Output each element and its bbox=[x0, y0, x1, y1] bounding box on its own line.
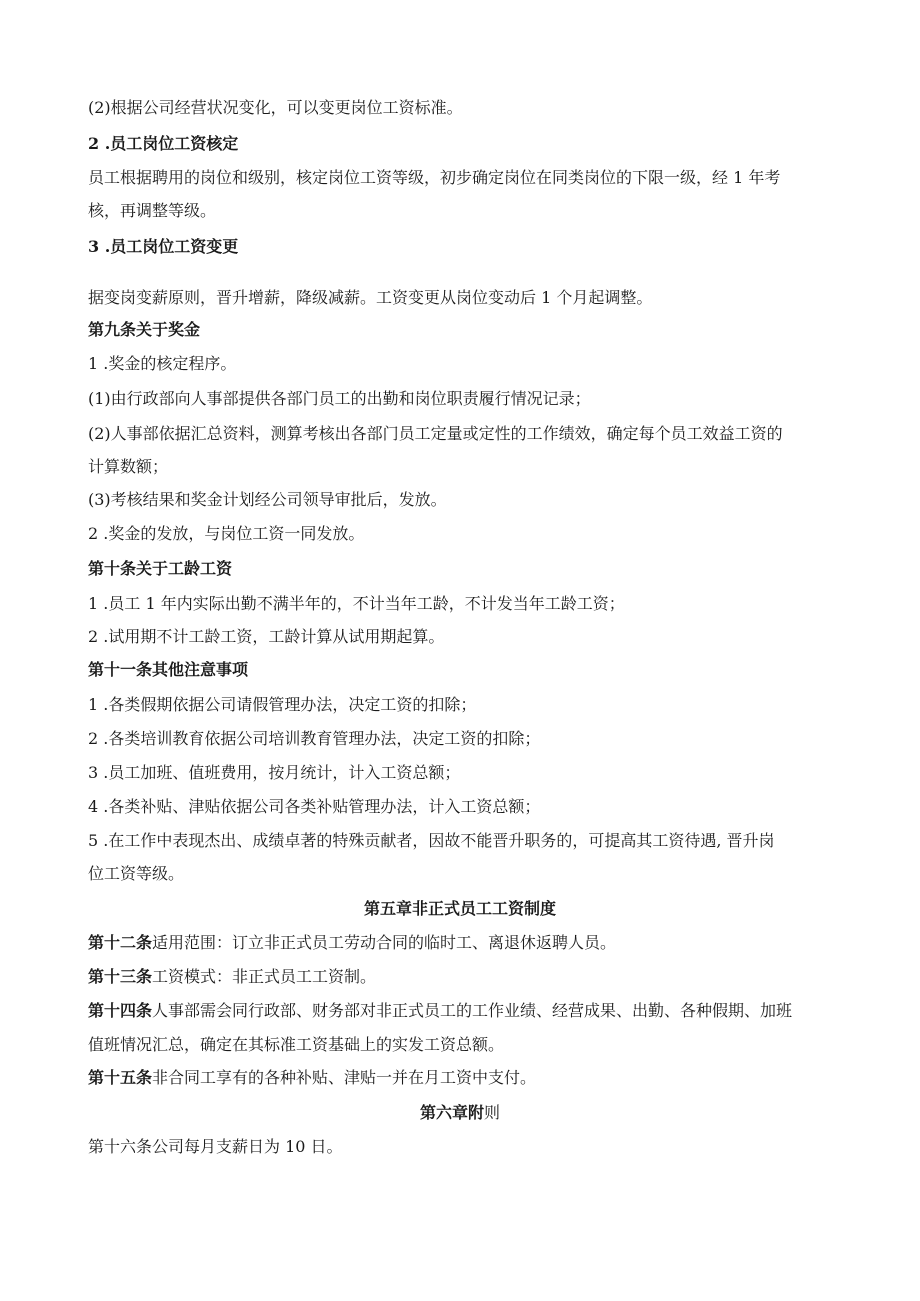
paragraph-line: 位工资等级。 bbox=[88, 864, 185, 883]
paragraph-line: 计算数额； bbox=[88, 457, 169, 476]
list-item: 3 .员工加班、值班费用，按月统计，计入工资总额； bbox=[88, 763, 461, 782]
list-item: 5 .在工作中表现杰出、成绩卓著的特殊贡献者，因故不能晋升职务的，可提高其工资待遇, 晋升岗 bbox=[88, 831, 775, 850]
list-item: 2 .试用期不计工龄工资，工龄计算从试用期起算。 bbox=[88, 627, 445, 646]
article-line bbox=[88, 1001, 848, 1021]
article-label: 第十二条 bbox=[88, 933, 153, 952]
article-line bbox=[88, 967, 848, 987]
article-text: 适用范围：订立非正式员工劳动合同的临时工、离退休返聘人员。 bbox=[152, 933, 617, 952]
article-line bbox=[88, 933, 848, 953]
article-heading: 第十一条其他注意事项 bbox=[88, 660, 249, 679]
article-text: 人事部需会同行政部、财务部对非正式员工的工作业绩、经营成果、出勤、各种假期、加班 bbox=[152, 1001, 793, 1020]
list-item: (3)考核结果和奖金计划经公司领导审批后，发放。 bbox=[88, 490, 447, 509]
article-label: 第十四条 bbox=[88, 1001, 153, 1020]
paragraph-line: 值班情况汇总，确定在其标准工资基础上的实发工资总额。 bbox=[88, 1035, 505, 1054]
list-item: 1 .员工 1 年内实际出勤不满半年的，不计当年工龄，不计发当年工龄工资； bbox=[88, 594, 625, 613]
chapter-heading-bold: 第六章附 bbox=[419, 1103, 484, 1122]
paragraph-line: 据变岗变薪原则，晋升增薪，降级减薪。工资变更从岗位变动后 1 个月起调整。 bbox=[88, 288, 653, 307]
section-heading: 3 .员工岗位工资变更 bbox=[88, 237, 239, 256]
list-item: (2)人事部依据汇总资料，测算考核出各部门员工定量或定性的工作绩效，确定每个员工效益工资的 bbox=[88, 424, 783, 443]
list-item: 1 .各类假期依据公司请假管理办法，决定工资的扣除； bbox=[88, 695, 477, 714]
article-label: 第十三条 bbox=[88, 967, 153, 986]
list-item: 2 .奖金的发放，与岗位工资一同发放。 bbox=[88, 524, 365, 543]
paragraph-line: 员工根据聘用的岗位和级别，核定岗位工资等级，初步确定岗位在同类岗位的下限一级，经 1 年考 bbox=[88, 168, 781, 187]
paragraph-line: (2)根据公司经营状况变化，可以变更岗位工资标准。 bbox=[88, 98, 463, 117]
article-label: 第十五条 bbox=[88, 1068, 153, 1087]
chapter-heading-rest: 则 bbox=[484, 1103, 501, 1122]
list-item: 1 .奖金的核定程序。 bbox=[88, 354, 237, 373]
chapter-heading: 第五章非正式员工工资制度 bbox=[363, 899, 556, 918]
article-line: 第十六条公司每月支薪日为 10 日。 bbox=[88, 1137, 343, 1156]
article-text: 工资模式：非正式员工工资制。 bbox=[152, 967, 377, 986]
article-line bbox=[88, 1068, 848, 1088]
article-heading: 第九条关于奖金 bbox=[88, 320, 201, 339]
list-item: 2 .各类培训教育依据公司培训教育管理办法，决定工资的扣除； bbox=[88, 729, 541, 748]
paragraph-line: 核，再调整等级。 bbox=[88, 201, 217, 220]
chapter-heading bbox=[0, 1103, 920, 1123]
section-heading: 2 .员工岗位工资核定 bbox=[88, 134, 239, 153]
article-heading: 第十条关于工龄工资 bbox=[88, 559, 233, 578]
list-item: (1)由行政部向人事部提供各部门员工的出勤和岗位职责履行情况记录； bbox=[88, 389, 591, 408]
article-text: 非合同工享有的各种补贴、津贴一并在月工资中支付。 bbox=[152, 1068, 537, 1087]
list-item: 4 .各类补贴、津贴依据公司各类补贴管理办法，计入工资总额； bbox=[88, 797, 541, 816]
